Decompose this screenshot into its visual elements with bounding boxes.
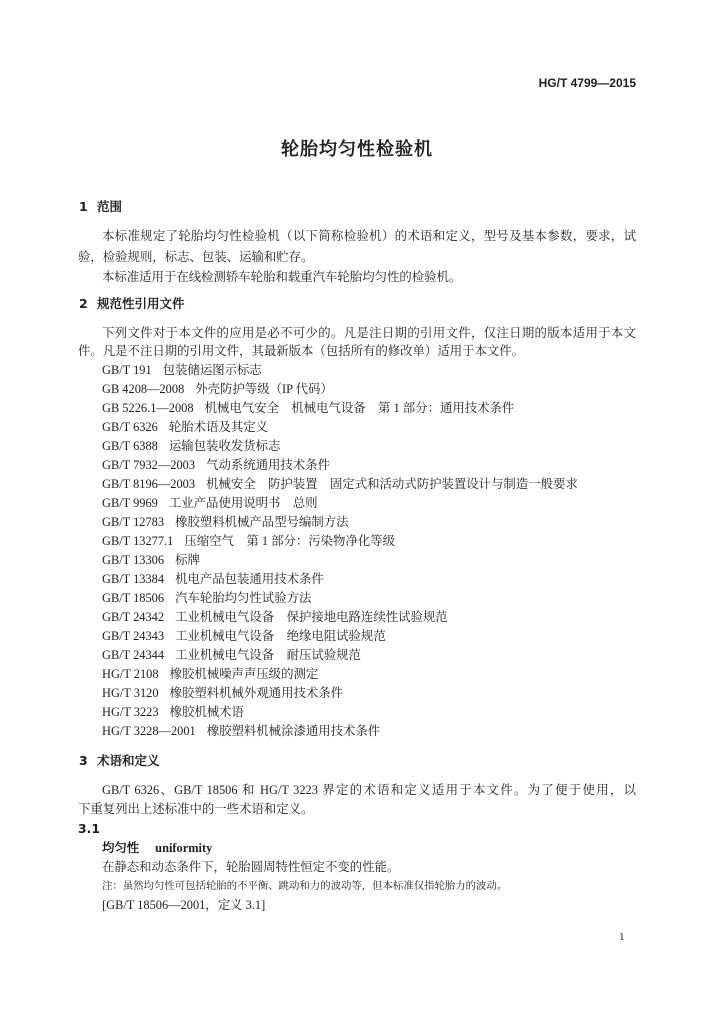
document-title: 轮胎均匀性检验机 [281,139,433,160]
term-chinese: 均匀性 [102,839,140,855]
reference-item [78,399,636,418]
paragraph-line: 验，检验规则，标志、包装、运输和贮存。 [78,249,314,264]
reference-code: GB/T 13306 [102,552,165,567]
section-2-body [78,324,636,741]
reference-title: 工业机械电气设备 保护接地电路连续性试验规范 [175,609,448,624]
reference-title: 橡胶机械噪声声压级的测定 [169,666,319,681]
reference-item [78,589,636,608]
section-1-heading [78,197,636,217]
term-definition: 在静态和动态条件下，轮胎圆周特性恒定不变的性能。 [102,859,400,874]
reference-code: GB/T 24343 [102,628,165,643]
section-1-body [78,226,636,288]
reference-code: GB/T 13384 [102,571,165,586]
reference-code: GB/T 18506 [102,590,165,605]
section-3-body [78,781,636,915]
reference-title: 橡胶塑料机械涂漆通用技术条件 [206,723,381,738]
reference-item [78,608,636,627]
reference-title: 橡胶机械术语 [169,704,244,719]
section-number: 1 [79,199,88,214]
section-number: 2 [79,296,88,311]
section-number: 3 [79,753,88,768]
reference-code: HG/T 2108 [102,666,159,681]
term-english: uniformity [155,840,213,855]
reference-title: 橡胶塑料机械外观通用技术条件 [169,685,344,700]
paragraph-line: 本标准适用于在线检测轿车轮胎和载重汽车轮胎均匀性的检验机。 [102,270,462,284]
term-source: [GB/T 18506—2001，定义 3.1] [102,897,266,912]
reference-item [78,513,636,532]
reference-item [78,475,636,494]
reference-title: 轮胎术语及其定义 [168,420,269,435]
reference-item [78,722,636,741]
section-3-heading [78,751,636,771]
reference-item [78,551,636,570]
term-note: 注：虽然均匀性可包括轮胎的不平衡、跳动和力的波动等，但本标准仅指轮胎力的波动。 [102,880,508,892]
reference-title: 工业产品使用说明书 总则 [168,496,318,511]
reference-code: GB 5226.1—2008 [102,401,194,416]
reference-code: GB/T 9969 [102,496,158,511]
term-number: 3.1 [78,820,100,836]
reference-item [78,684,636,703]
paragraph-line: 本标准规定了轮胎均匀性检验机（以下简称检验机）的术语和定义，型号及基本参数，要求，试 [102,229,636,243]
reference-code: GB/T 6388 [102,439,158,454]
reference-code: HG/T 3120 [102,685,159,700]
reference-code: GB/T 24342 [102,609,165,624]
reference-code: GB/T 8196—2003 [102,477,196,492]
section-2-heading [78,294,636,314]
reference-title: 机电产品包装通用技术条件 [175,571,324,586]
section-title: 范围 [97,199,123,214]
reference-item [78,437,636,456]
reference-title: 运输包装收发货标志 [168,439,281,454]
reference-item [78,456,636,475]
reference-item [78,418,636,437]
reference-code: GB/T 12783 [102,515,165,530]
reference-title: 压缩空气 第 1 部分：污染物净化等级 [184,533,396,548]
standard-number: HG/T 4799—2015 [538,76,636,90]
reference-item [78,361,636,380]
reference-title: 机械电气安全 机械电气设备 第 1 部分：通用技术条件 [204,401,515,416]
section-title: 规范性引用文件 [97,296,185,311]
reference-title: 包装储运图示标志 [162,363,262,378]
reference-title: 橡胶塑料机械产品型号编制方法 [175,515,349,530]
reference-code: GB/T 191 [102,363,152,378]
reference-item [78,532,636,551]
paragraph-line: GB/T 6326、GB/T 18506 和 HG/T 3223 界定的术语和定义适用于本文件。为了便于使用，以 [102,782,636,797]
reference-item [78,627,636,646]
reference-code: GB/T 13277.1 [102,533,174,548]
reference-code: HG/T 3228—2001 [102,723,196,738]
reference-code: GB 4208—2008 [102,382,185,397]
reference-code: GB/T 6326 [102,420,158,435]
reference-title: 工业机械电气设备 绝缘电阻试验规范 [175,628,386,643]
paragraph-line: 下重复列出上述标准中的一些术语和定义。 [78,801,314,816]
reference-title: 机械安全 防护装置 固定式和活动式防护装置设计与制造一般要求 [206,477,578,492]
term-entry [78,838,636,858]
page-number: 1 [619,931,625,943]
reference-item [78,646,636,665]
reference-title: 气动系统通用技术条件 [206,458,330,473]
reference-code: GB/T 24344 [102,647,165,662]
reference-code: HG/T 3223 [102,704,159,719]
reference-item [78,570,636,589]
reference-item [78,494,636,513]
reference-code: GB/T 7932—2003 [102,458,196,473]
paragraph-line: 下列文件对于本文件的应用是必不可少的。凡是注日期的引用文件，仅注日期的版本适用于本文 [102,325,636,340]
reference-title: 工业机械电气设备 耐压试验规范 [175,647,361,662]
reference-title: 外壳防护等级（IP 代码） [195,382,333,397]
reference-item [78,665,636,684]
reference-title: 标牌 [175,552,200,567]
reference-item [78,703,636,722]
paragraph-line: 件。凡是不注日期的引用文件，其最新版本（包括所有的修改单）适用于本文件。 [78,344,525,359]
reference-title: 汽车轮胎均匀性试验方法 [175,590,312,605]
reference-item [78,380,636,399]
section-title: 术语和定义 [97,753,160,768]
